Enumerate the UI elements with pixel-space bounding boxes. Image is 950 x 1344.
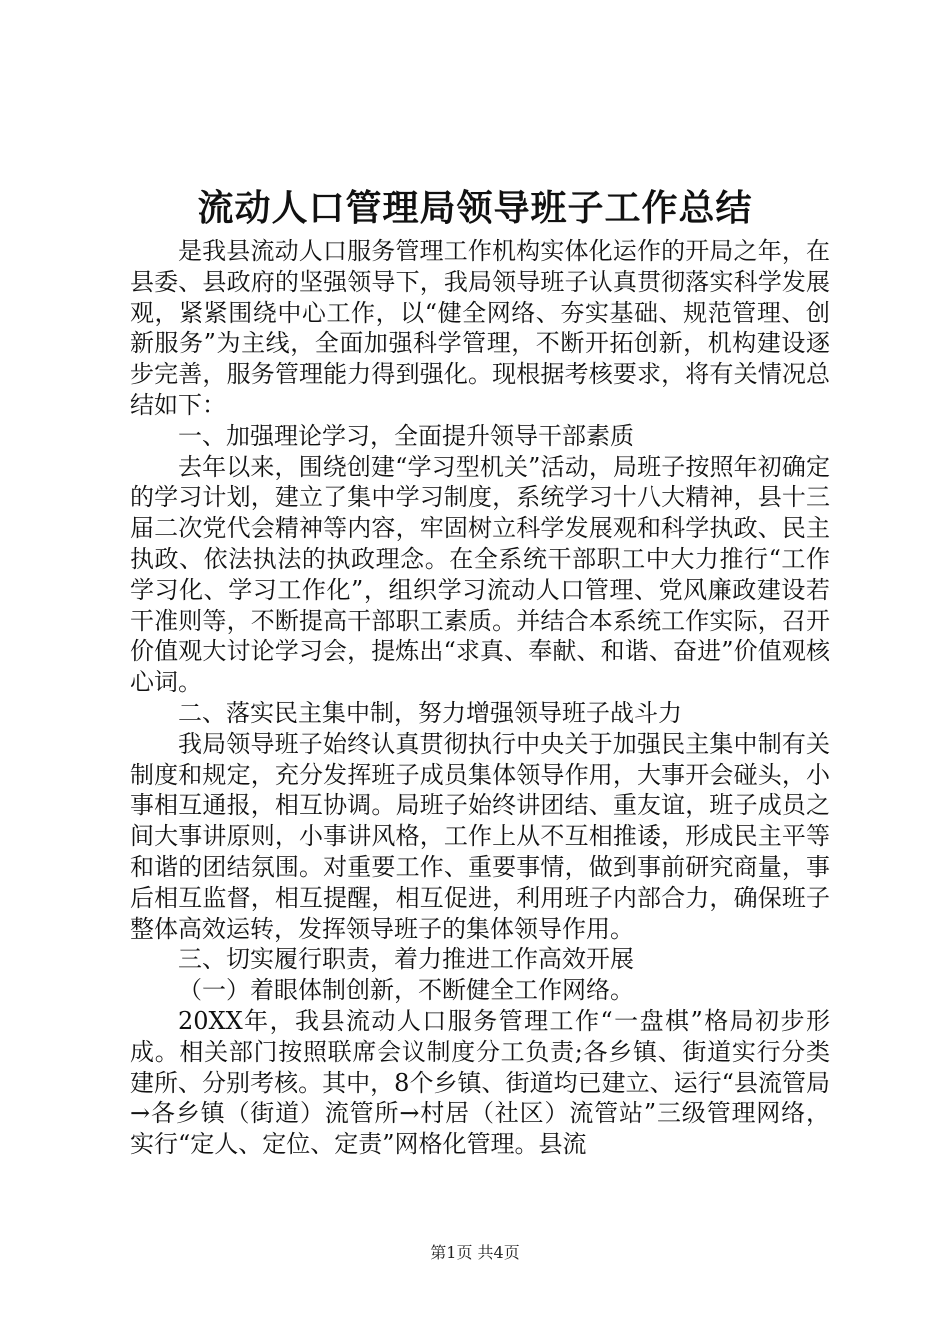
section-heading-3: 三、切实履行职责，着力推进工作高效开展 — [178, 945, 634, 974]
section-heading-1: 一、加强理论学习，全面提升领导干部素质 — [178, 421, 634, 450]
intro-paragraph: 是我县流动人口服务管理工作机构实体化运作的开局之年，在县委、县政府的坚强领导下，我局领导班子认真贯彻落实科学发展观，紧紧围绕中心工作，以“健全网络、夯实基础、规范管理、创新服务”为主线，全面加强科学管理，不断开拓创新，机构建设逐步完善，服务管理能力得到强化。现根据考核要求，将有关情况总结如下： — [130, 237, 830, 419]
page-number-footer: 第1页 共4页 — [430, 1243, 520, 1262]
section-heading-2: 二、落实民主集中制，努力增强领导班子战斗力 — [178, 698, 682, 727]
document-body — [130, 236, 830, 1160]
subsection-heading-1: （一）着眼体制创新，不断健全工作网络。 — [178, 976, 634, 1005]
section-2-paragraph: 我局领导班子始终认真贯彻执行中央关于加强民主集中制有关制度和规定，充分发挥班子成员集体领导作用，大事开会碰头，小事相互通报，相互协调。局班子始终讲团结、重友谊，班子成员之间大事讲原则，小事讲风格，工作上从不互相推诿，形成民主平等和谐的团结氛围。对重要工作、重要事情，做到事前研究商量，事后相互监督，相互提醒，相互促进，利用班子内部合力，确保班子整体高效运转，发挥领导班子的集体领导作用。 — [130, 729, 830, 943]
document-title: 流动人口管理局领导班子工作总结 — [197, 188, 753, 229]
section-1-paragraph: 去年以来，围绕创建“学习型机关”活动，局班子按照年初确定的学习计划，建立了集中学习制度，系统学习十八大精神，县十三届二次党代会精神等内容，牢固树立科学发展观和科学执政、民主执政、依法执法的执政理念。在全系统干部职工中大力推行“工作学习化、学习工作化”，组织学习流动人口管理、党风廉政建设若干准则等，不断提高干部职工素质。并结合本系统工作实际，召开价值观大讨论学习会，提炼出“求真、奉献、和谐、奋进”价值观核心词。 — [130, 452, 830, 697]
subsection-1-paragraph: 20XX年，我县流动人口服务管理工作“一盘棋”格局初步形成。相关部门按照联席会议制度分工负责;各乡镇、街道实行分类建所、分别考核。其中，8个乡镇、街道均已建立、运行“县流管局→各乡镇（街道）流管所→村居（社区）流管站”三级管理网络，实行“定人、定位、定责”网格化管理。县流 — [130, 1006, 830, 1159]
